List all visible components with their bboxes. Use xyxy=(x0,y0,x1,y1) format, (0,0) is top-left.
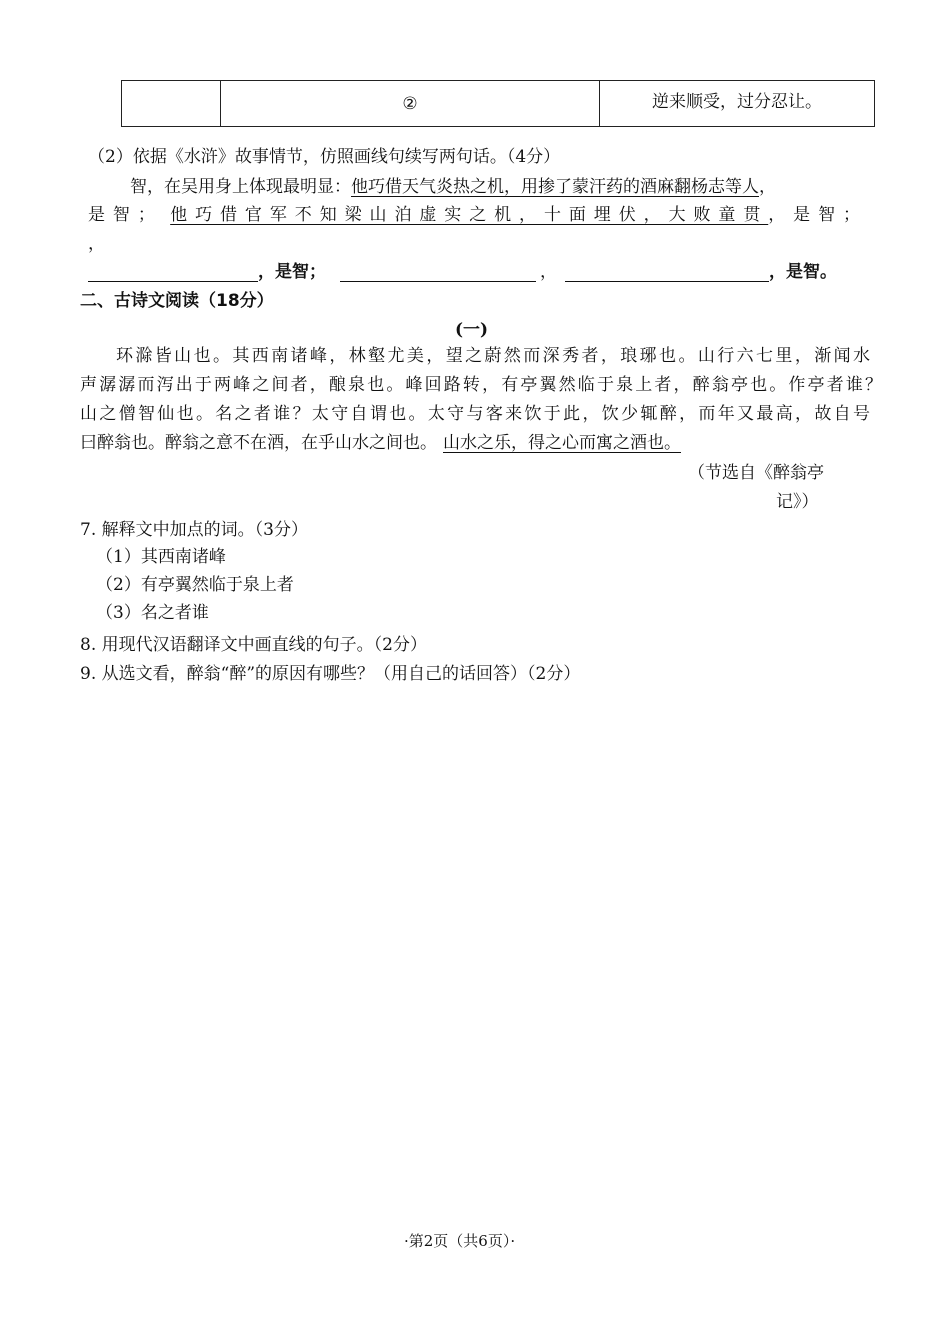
q2-fill-line xyxy=(88,262,837,282)
passage-line-1: 环滁皆山也。其西南诸峰，林壑尤美，望之蔚然而深秀者，琅琊也。山行六七里，渐闻水 xyxy=(116,346,870,366)
q2-line1 xyxy=(130,177,776,197)
q2-prompt: （2）依据《水浒》故事情节，仿照画线句续写两句话。（4分） xyxy=(88,147,561,167)
question-7-2: （2）有亭翼然临于泉上者 xyxy=(96,575,294,595)
answer-blank-2[interactable] xyxy=(340,263,536,282)
passage-subheading: (一) xyxy=(455,320,489,340)
table-cell-number: ② xyxy=(221,81,600,127)
section-heading: 二、古诗文阅读（18分） xyxy=(80,291,274,311)
page-footer: ·第2页（共6页）· xyxy=(404,1232,516,1250)
answer-blank-3[interactable] xyxy=(565,263,769,282)
fill-label-2: ， xyxy=(540,262,557,282)
q2-example-2: 他巧借官军不知梁山泊虚实之机，十面埋伏，大败童贯 xyxy=(170,205,769,225)
q2-example-1: 他巧借天气炎热之机，用掺了蒙汗药的酒麻翻杨志等人 xyxy=(351,177,759,197)
passage-line-2: 声潺潺而泻出于两峰之间者，酿泉也。峰回路转，有亭翼然临于泉上者，醉翁亭也。作亭者谁？ xyxy=(80,375,882,395)
q2-line2-lead: 是智； xyxy=(88,205,157,225)
answer-table xyxy=(121,80,875,127)
question-7-1: （1）其西南诸峰 xyxy=(96,547,226,567)
underlined-sentence: 山水之乐，得之心而寓之酒也。 xyxy=(443,433,681,453)
table-cell-text: 逆来顺受，过分忍让。 xyxy=(600,81,875,127)
fill-label-3: ，是智。 xyxy=(769,262,837,282)
q2-line2-tail: ，是智； xyxy=(768,205,863,225)
source-line-1: （节选自《醉翁亭 xyxy=(688,463,824,483)
question-7-3: （3）名之者谁 xyxy=(96,603,209,623)
passage-line-4 xyxy=(80,433,681,453)
answer-blank-1[interactable] xyxy=(88,263,258,282)
question-9: 9. 从选文看，醉翁“醉”的原因有哪些？（用自己的话回答）（2分） xyxy=(80,664,581,684)
fill-label-1: ，是智； xyxy=(258,262,326,282)
question-7: 7. 解释文中加点的词。（3分） xyxy=(80,520,308,540)
passage-line-4-text: 曰醉翁也。醉翁之意不在酒，在乎山水之间也。 xyxy=(80,433,437,453)
table-cell-empty xyxy=(122,81,221,127)
passage-line-3: 山之僧智仙也。名之者谁？太守自谓也。太守与客来饮于此，饮少辄醉，而年又最高，故自号 xyxy=(80,404,870,424)
q2-line1-lead: 智，在吴用身上体现最明显： xyxy=(130,177,351,197)
q2-line1-comma: ， xyxy=(759,177,776,197)
source-line-2: 记》） xyxy=(776,492,819,512)
q2-line2 xyxy=(88,205,862,225)
question-8: 8. 用现代汉语翻译文中画直线的句子。（2分） xyxy=(80,635,427,655)
q2-line3: ， xyxy=(88,234,105,254)
